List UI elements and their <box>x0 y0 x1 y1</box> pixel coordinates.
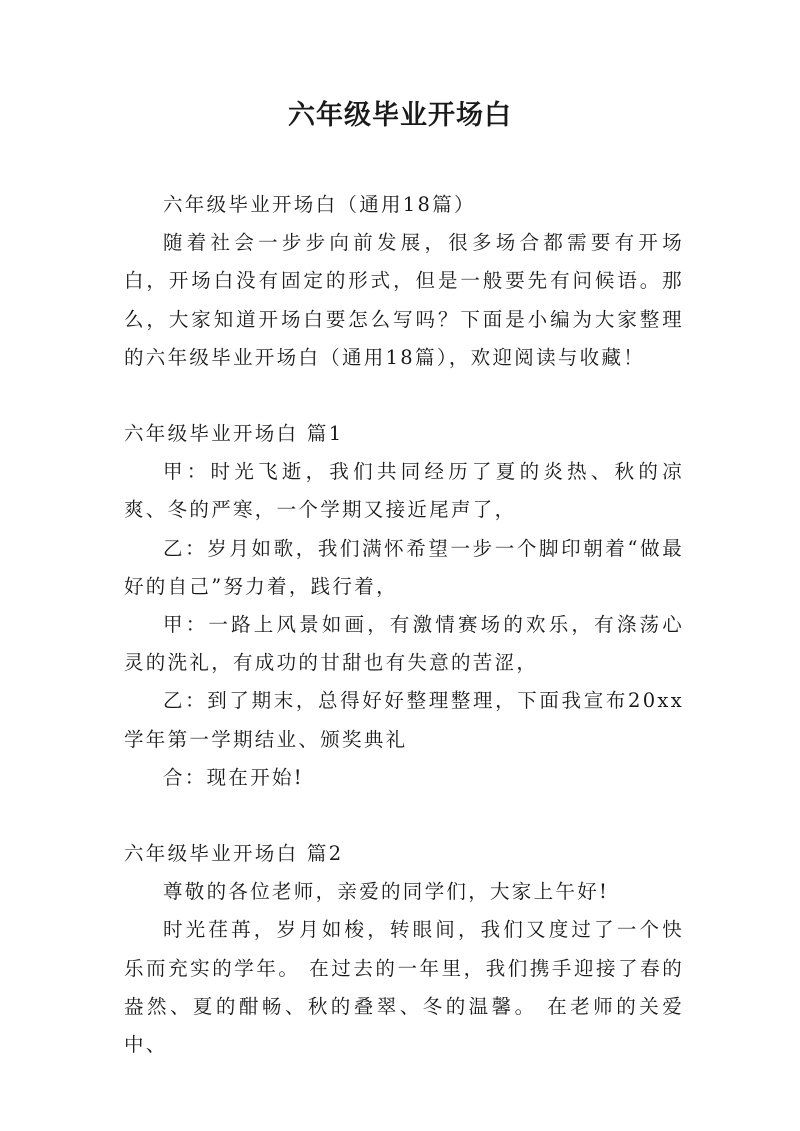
dialogue-line: 乙：到了期末，总得好好整理整理，下面我宣布20xx学年第一学期结业、颁奖典礼 <box>124 689 684 751</box>
document-title: 六年级毕业开场白 <box>288 100 512 131</box>
dialogue-line: 合：现在开始! <box>163 765 304 789</box>
subtitle-paragraph: 六年级毕业开场白（通用18篇） <box>163 193 476 216</box>
section-heading-1: 六年级毕业开场白 篇1 <box>124 422 344 446</box>
document-body <box>124 186 684 1064</box>
greeting-paragraph: 尊敬的各位老师，亲爱的同学们，大家上午好! <box>163 880 610 904</box>
intro-paragraph: 随着社会一步步向前发展，很多场合都需要有开场白，开场白没有固定的形式，但是一般要先有问候语。那么，大家知道开场白要怎么写吗？下面是小编为大家整理的六年级毕业开场白（通用18篇），欢迎阅读与收藏！ <box>124 231 684 369</box>
section-heading-2: 六年级毕业开场白 篇2 <box>124 842 344 866</box>
body-paragraph: 时光荏苒，岁月如梭，转眼间，我们又度过了一个快乐而充实的学年。 在过去的一年里，我们携手迎接了春的盎然、夏的酣畅、秋的叠翠、冬的温馨。 在老师的关爱中、 <box>124 918 684 1057</box>
dialogue-line: 甲：时光飞逝，我们共同经历了夏的炎热、秋的凉爽、冬的严寒，一个学期又接近尾声了， <box>124 460 684 522</box>
dialogue-line: 甲：一路上风景如画，有激情赛场的欢乐，有涤荡心灵的洗礼，有成功的甘甜也有失意的苦涩， <box>124 613 684 675</box>
dialogue-line: 乙：岁月如歌，我们满怀希望一步一个脚印朝着“做最好的自己”努力着，践行着， <box>124 536 684 598</box>
